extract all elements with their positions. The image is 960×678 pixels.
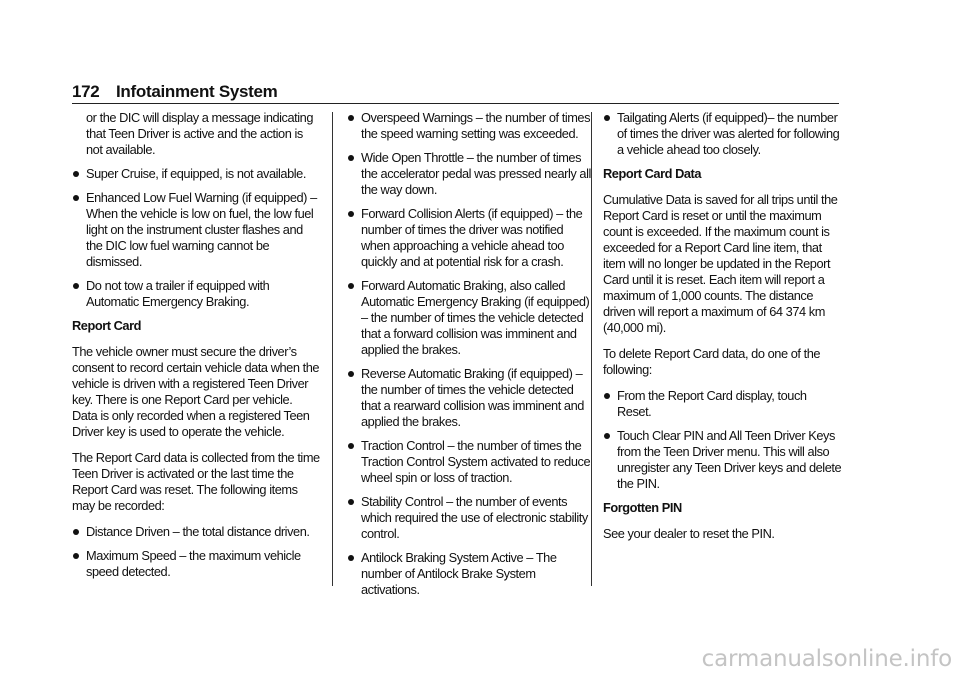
paragraph: Cumulative Data is saved for all trips until the Report Card is reset or until the maximum count is exceeded. If the maximum count is exceeded for a Report Card line item, that item will no longer be updated in the Report Card until it is reset. Each item will report a maximum of 1,000 counts. The distance driven will report a maximum of 64 374 km (40,000 mi). (603, 192, 838, 335)
bullet-icon (348, 499, 354, 505)
paragraph: The vehicle owner must secure the driver’s consent to record certain vehicle data when the vehicle is driven with a registered Teen Driver key. There is one Report Card per vehicle. Data is only recorded when a registered Teen Driver key is used to operate the vehicle. (72, 344, 320, 439)
bullet-icon (73, 171, 79, 177)
column-2 (347, 110, 595, 606)
bullet-icon (348, 443, 354, 449)
list-item: Overspeed Warnings – the number of times the speed warning setting was exceeded. (347, 110, 595, 142)
bullet-icon (73, 283, 79, 289)
list-item: From the Report Card display, touch Reset. (603, 388, 843, 420)
list-item: Do not tow a trailer if equipped with Automatic Emergency Braking. (72, 278, 320, 310)
paragraph: To delete Report Card data, do one of the following: (603, 346, 821, 377)
bullet-icon (604, 393, 610, 399)
paragraph: The Report Card data is collected from the time Teen Driver is activated or the last time the Report Card was reset. The following items may be recorded: (72, 450, 320, 513)
column-3 (603, 110, 843, 552)
list-item: Forward Collision Alerts (if equipped) – the number of times the driver was notified when approaching a vehicle ahead too quickly and at potential risk for a crash. (347, 206, 595, 270)
section-title: Infotainment System (116, 82, 278, 101)
bullet-icon (73, 195, 79, 201)
bullet-icon (73, 529, 79, 535)
bullet-icon (348, 555, 354, 561)
bullet-icon (604, 115, 610, 121)
heading-report-card: Report Card (72, 318, 141, 333)
list-item: Traction Control – the number of times the Traction Control System activated to reduce wheel spin or loss of traction. (347, 438, 595, 486)
bullet-icon (348, 211, 354, 217)
bullet-icon (73, 553, 79, 559)
list-item: Super Cruise, if equipped, is not available. (72, 166, 320, 182)
list-item: Forward Automatic Braking, also called Automatic Emergency Braking (if equipped) – the number of times the vehicle detected that a forward collision was imminent and applied the brakes. (347, 278, 595, 358)
watermark-text: carmanualsonline.info (701, 646, 952, 672)
list-item: Touch Clear PIN and All Teen Driver Keys from the Teen Driver menu. This will also unregister any Teen Driver keys and delete the PIN. (603, 428, 843, 492)
list-item: Tailgating Alerts (if equipped)– the number of times the driver was alerted for following a vehicle ahead too closely. (603, 110, 843, 158)
bullet-icon (348, 283, 354, 289)
list-item: Antilock Braking System Active – The number of Antilock Brake System activations. (347, 550, 595, 598)
bullet-icon (348, 155, 354, 161)
list-item: Enhanced Low Fuel Warning (if equipped) – When the vehicle is low on fuel, the low fuel light on the instrument cluster flashes and the DIC low fuel warning cannot be dismissed. (72, 190, 320, 270)
page-number: 172 (72, 82, 100, 101)
paragraph: See your dealer to reset the PIN. (603, 526, 775, 541)
heading-forgotten-pin: Forgotten PIN (603, 500, 682, 515)
list-item: Reverse Automatic Braking (if equipped) – the number of times the vehicle detected that a rearward collision was imminent and applied the brakes. (347, 366, 595, 430)
heading-report-card-data: Report Card Data (603, 166, 702, 181)
list-item: Maximum Speed – the maximum vehicle speed detected. (72, 548, 320, 580)
list-item: Stability Control – the number of events which required the use of electronic stability control. (347, 494, 595, 542)
continuation-text: or the DIC will display a message indicating that Teen Driver is active and the action is not available. (86, 110, 314, 157)
list-item: Distance Driven – the total distance driven. (72, 524, 320, 540)
list-item: Wide Open Throttle – the number of times the accelerator pedal was pressed nearly all the way down. (347, 150, 595, 198)
column-1 (72, 110, 320, 588)
bullet-icon (348, 371, 354, 377)
bullet-icon (604, 433, 610, 439)
header-rule (72, 103, 839, 104)
bullet-icon (348, 115, 354, 121)
column-divider (332, 112, 333, 586)
